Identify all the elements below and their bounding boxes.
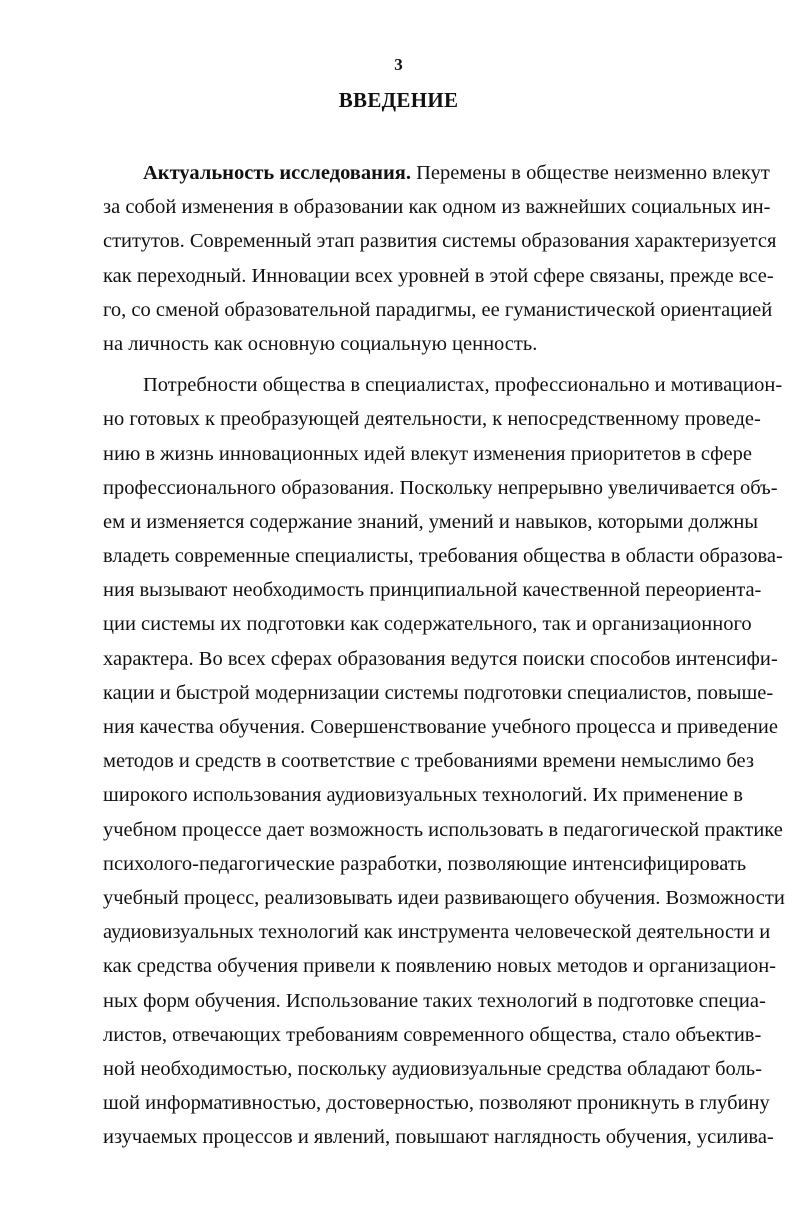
page-number: 3: [394, 55, 403, 74]
paragraph-line: как средства обучения привели к появлению новых методов и организацион-: [103, 955, 777, 978]
paragraph-line: владеть современные специалисты, требования общества в области образова-: [103, 545, 783, 568]
paragraph-line: ния качества обучения. Совершенствование учебного процесса и приведение: [103, 716, 778, 738]
paragraph-relevance: [103, 156, 777, 361]
paragraph-line: за собой изменения в образовании как одном из важнейших социальных ин-: [103, 196, 771, 219]
relevance-lead: Актуальность исследования.: [143, 162, 411, 184]
section-heading: ВВЕДЕНИЕ: [338, 88, 459, 112]
paragraph-line: нию в жизнь инновационных идей влекут изменения приоритетов в сфере: [103, 442, 752, 465]
paragraph-line: ных форм обучения. Использование таких технологий в подготовке специа-: [103, 989, 766, 1012]
relevance-line-rest: Перемены в обществе неизменно влекут: [410, 162, 770, 184]
paragraph-line: листов, отвечающих требованиям современного общества, стало объектив-: [103, 1023, 762, 1046]
paragraph-line: ния вызывают необходимость принципиальной качественной переориента-: [103, 579, 762, 602]
paragraph-line: кации и быстрой модернизации системы подготовки специалистов, повыше-: [103, 681, 774, 704]
document-body: [103, 156, 785, 1154]
paragraph-line: ститутов. Современный этап развития системы образования характеризуется: [103, 230, 777, 253]
paragraph-line: как переходный. Инновации всех уровней в этой сфере связаны, прежде все-: [103, 264, 774, 287]
paragraph-line: на личность как основную социальную ценность.: [103, 332, 538, 355]
paragraph-line: [103, 156, 770, 190]
paragraph-line: профессионального образования. Поскольку непрерывно увеличивается объ-: [103, 476, 778, 499]
paragraph-line: психолого-педагогические разработки, позволяющие интенсифицировать: [103, 852, 747, 875]
paragraph-line: ции системы их подготовки как содержательного, так и организационного: [103, 613, 752, 636]
paragraph-line: ной необходимостью, поскольку аудиовизуальные средства обладают боль-: [103, 1057, 762, 1080]
paragraph-line: ем и изменяется содержание знаний, умений и навыков, которыми должны: [103, 510, 759, 533]
paragraph-line: изучаемых процессов и явлений, повышают наглядность обучения, усилива-: [103, 1126, 774, 1149]
paragraph-line: учебном процессе дает возможность использовать в педагогической практике: [103, 818, 783, 841]
paragraph-line: методов и средств в соответствие с требованиями времени немыслимо без: [103, 750, 755, 773]
paragraph-line: го, со сменой образовательной парадигмы, ее гуманистической ориентацией: [103, 298, 773, 321]
paragraph-line: характера. Во всех сферах образования ведутся поиски способов интенсифи-: [103, 647, 778, 670]
paragraph-line: но готовых к преобразующей деятельности, к непосредственному проведе-: [103, 408, 761, 431]
paragraph-needs: [103, 368, 785, 1154]
paragraph-line: шой информативностью, достоверностью, позволяют проникнуть в глубину: [103, 1092, 770, 1115]
paragraph-line: широкого использования аудиовизуальных технологий. Их применение в: [103, 784, 743, 807]
paragraph-line: Потребности общества в специалистах, профессионально и мотивацион-: [143, 374, 783, 397]
paragraph-line: учебный процесс, реализовывать идеи развивающего обучения. Возможности: [103, 886, 785, 909]
paragraph-line: аудиовизуальных технологий как инструмента человеческой деятельности и: [103, 921, 771, 944]
paragraph-gap: [103, 361, 743, 368]
